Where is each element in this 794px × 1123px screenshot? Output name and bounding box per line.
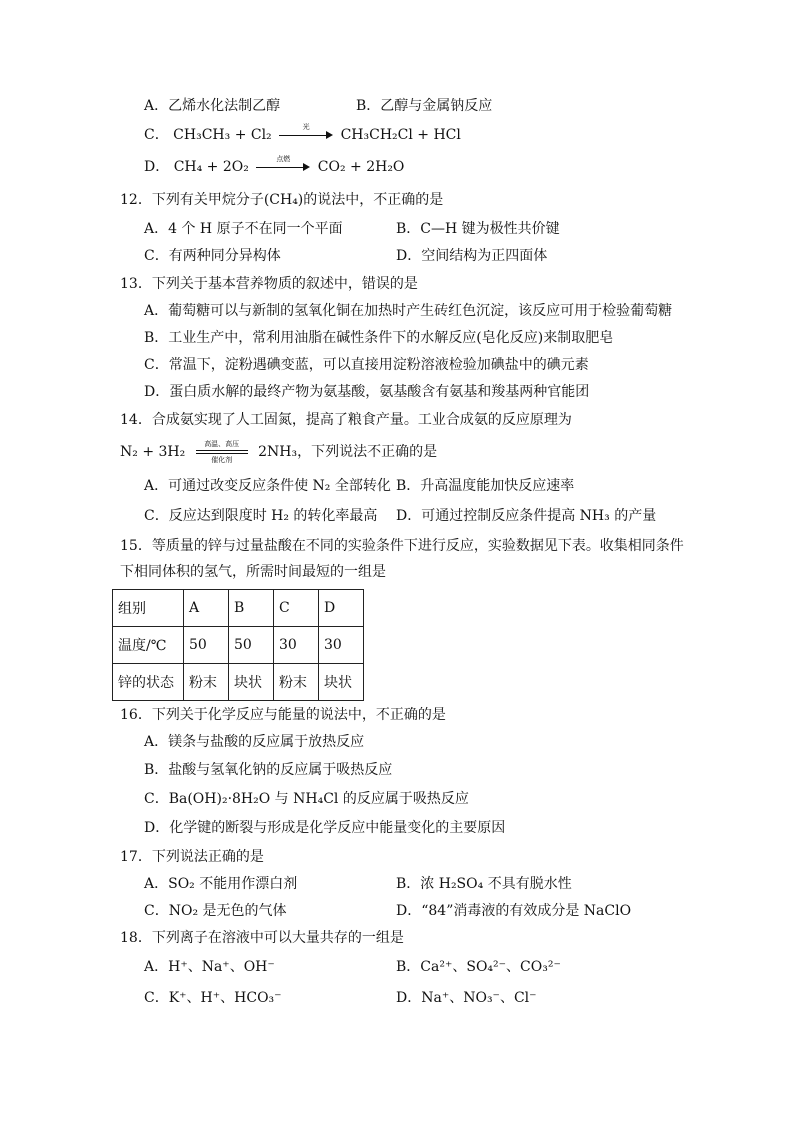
q15-stem-line1: 15．等质量的锌与过量盐酸在不同的实验条件下进行反应，实验数据见下表。收集相同条件 [120,538,684,554]
zinc-experiment-table [112,589,364,701]
q13-stem: 13．下列关于基本营养物质的叙述中，错误的是 [120,276,418,292]
table-cell: 锌的状态 [113,664,184,701]
table-cell: 块状 [229,664,274,701]
q11-c-condition: 光 [302,123,310,131]
table-cell: 粉末 [274,664,319,701]
q16-option-a: A．镁条与盐酸的反应属于放热反应 [144,734,365,750]
q18-option-c: C．K⁺、H⁺、HCO₃⁻ [144,990,282,1006]
q14-condition-top: 高温、高压 [204,440,240,448]
q14-reactants: N₂ + 3H₂ [120,444,186,460]
q11-c-products: CH₃CH₂Cl + HCl [340,127,461,143]
reaction-arrow-icon [279,123,333,142]
table-cell: 温度/℃ [113,627,184,664]
q17-option-b: B．浓 H₂SO₄ 不具有脱水性 [396,876,572,892]
q12-option-a: A．4 个 H 原子不在同一个平面 [144,221,343,237]
q14-option-b: B．升高温度能加快反应速率 [396,478,575,494]
q13-option-a: A．葡萄糖可以与新制的氢氧化铜在加热时产生砖红色沉淀，该反应可用于检验葡萄糖 [144,303,673,319]
q12-option-c: C．有两种同分异构体 [144,248,281,264]
q18-option-a: A．H⁺、Na⁺、OH⁻ [144,959,275,975]
q18-stem: 18．下列离子在溶液中可以大量共存的一组是 [120,930,404,946]
q18-option-b: B．Ca²⁺、SO₄²⁻、CO₃²⁻ [396,959,561,975]
q14-equation [120,441,437,463]
q11-option-b: B．乙醇与金属钠反应 [356,98,493,114]
q11-c-reactants: CH₃CH₃ + Cl₂ [173,127,272,143]
q12-option-d: D．空间结构为正四面体 [396,248,548,264]
q13-option-d: D．蛋白质水解的最终产物为氨基酸，氨基酸含有氨基和羧基两种官能团 [144,384,590,400]
q16-stem: 16．下列关于化学反应与能量的说法中，不正确的是 [120,707,446,723]
table-row [113,627,364,664]
q11-option-c [144,123,461,144]
table-cell: 50 [184,627,229,664]
q17-option-a: A．SO₂ 不能用作漂白剂 [144,876,298,892]
table-cell: D [319,590,364,627]
q16-option-d: D．化学键的断裂与形成是化学反应中能量变化的主要原因 [144,820,506,836]
q14-products: 2NH₃，下列说法不正确的是 [258,444,438,460]
q11-d-products: CO₂ + 2H₂O [317,159,405,175]
table-cell: 块状 [319,664,364,701]
q17-stem: 17．下列说法正确的是 [120,849,264,865]
table-row [113,590,364,627]
q18-option-d: D．Na⁺、NO₃⁻、Cl⁻ [396,990,537,1006]
q11-d-condition: 点燃 [276,155,291,163]
table-cell: 30 [319,627,364,664]
q14-option-d: D．可通过控制反应条件提高 NH₃ 的产量 [396,508,657,524]
q11-d-label: D． [144,159,170,175]
q17-option-d: D．“84”消毒液的有效成分是 NaClO [396,903,632,919]
q14-stem: 14．合成氨实现了人工固氮，提高了粮食产量。工业合成氨的反应原理为 [120,412,572,428]
reversible-arrow-icon [192,441,252,463]
q12-stem: 12．下列有关甲烷分子(CH₄)的说法中，不正确的是 [120,192,444,208]
reaction-arrow-icon [256,155,310,174]
q11-option-d [144,155,405,176]
table-cell: A [184,590,229,627]
q14-option-a: A．可通过改变反应条件使 N₂ 全部转化 [144,478,391,494]
q14-option-c: C．反应达到限度时 H₂ 的转化率最高 [144,508,378,524]
table-cell: 组别 [113,590,184,627]
q14-condition-bottom: 催化剂 [211,456,233,464]
q17-option-c: C．NO₂ 是无色的气体 [144,903,287,919]
table-cell: B [229,590,274,627]
q13-option-c: C．常温下，淀粉遇碘变蓝，可以直接用淀粉溶液检验加碘盐中的碘元素 [144,357,589,373]
table-cell: 50 [229,627,274,664]
q11-c-label: C． [144,127,169,143]
q15-stem-line2: 下相同体积的氢气，所需时间最短的一组是 [120,564,386,580]
q16-option-b: B．盐酸与氢氧化钠的反应属于吸热反应 [144,762,393,778]
table-cell: 30 [274,627,319,664]
table-row [113,664,364,701]
q11-option-a: A．乙烯水化法制乙醇 [144,98,281,114]
q16-option-c: C．Ba(OH)₂·8H₂O 与 NH₄Cl 的反应属于吸热反应 [144,791,469,807]
table-cell: C [274,590,319,627]
q11-d-reactants: CH₄ + 2O₂ [173,159,249,175]
table-cell: 粉末 [184,664,229,701]
q12-option-b: B．C—H 键为极性共价键 [396,221,560,237]
q13-option-b: B．工业生产中，常利用油脂在碱性条件下的水解反应(皂化反应)来制取肥皂 [144,330,614,346]
